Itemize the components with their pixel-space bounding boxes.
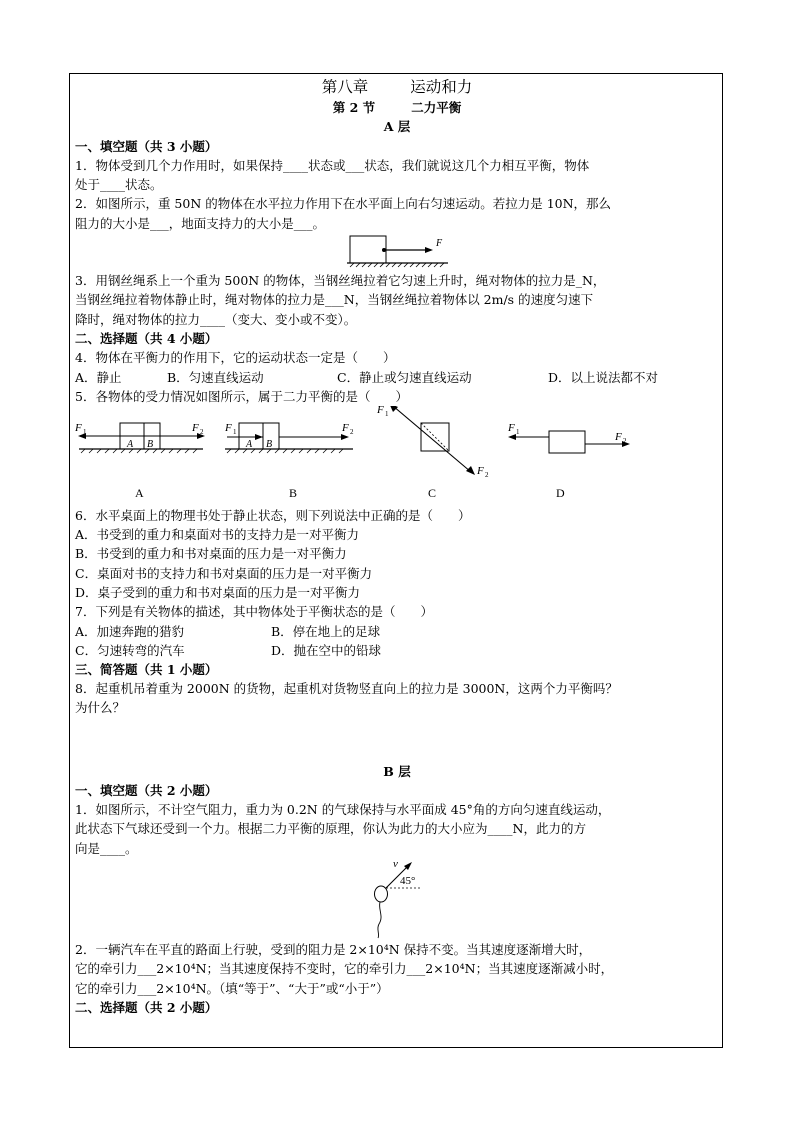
force-arrow-head bbox=[425, 247, 433, 253]
question-a6: 6．水平桌面上的物理书处于静止状态，则下列说法中正确的是（ ） bbox=[75, 507, 471, 523]
option-a7-a: A．加速奔跑的猎豹 bbox=[75, 623, 185, 639]
question-a5: 5．各物体的受力情况如图所示，属于二力平衡的是（ ） bbox=[75, 388, 408, 404]
label-f1-b: F bbox=[225, 421, 232, 434]
block-label-a-b: B bbox=[147, 438, 154, 450]
block-label-a-a: A bbox=[127, 438, 134, 450]
balloon-string bbox=[378, 902, 381, 938]
question-b2-line1: 2．一辆汽车在平直的路面上行驶，受到的阻力是 2×10⁴N 保持不变。当其速度逐渐增大时， bbox=[75, 942, 592, 958]
caption-b: B bbox=[289, 485, 298, 500]
pull-block-diagram bbox=[75, 233, 719, 271]
question-a3-line2: 当钢丝绳拉着物体静止时，绳对物体的拉力是___N，当钢丝绳拉着物体以 2m/s 的速度匀速下 bbox=[75, 292, 594, 308]
svg-text:2: 2 bbox=[623, 436, 627, 445]
balloon-shape bbox=[375, 886, 388, 902]
svg-text:1: 1 bbox=[385, 409, 389, 418]
question-a7: 7．下列是有关物体的描述，其中物体处于平衡状态的是（ ） bbox=[75, 604, 433, 620]
figure-pull-block bbox=[75, 233, 719, 271]
answer-space bbox=[75, 718, 719, 762]
section-a3-heading: 三、简答题（共 1 小题） bbox=[75, 661, 218, 677]
force-origin-dot bbox=[382, 248, 386, 252]
option-a7-d: D．抛在空中的铅球 bbox=[271, 642, 382, 658]
angle-label: 45° bbox=[400, 875, 416, 888]
figure-balloon bbox=[75, 858, 719, 940]
section-b2-heading: 二、选择题（共 2 小题） bbox=[75, 999, 218, 1015]
label-f2-d: F bbox=[615, 430, 622, 443]
section-heading bbox=[75, 98, 719, 117]
block-rect bbox=[350, 236, 386, 263]
svg-text:2: 2 bbox=[485, 470, 489, 479]
question-a2-line1: 2．如图所示，重 50N 的物体在水平拉力作用下在水平面上向右匀速运动。若拉力是 10N，那么 bbox=[75, 196, 612, 212]
section-title: 二力平衡 bbox=[411, 100, 462, 115]
diagram-c bbox=[376, 406, 489, 500]
option-a6-b: B．书受到的重力和书对桌面的压力是一对平衡力 bbox=[75, 546, 347, 562]
chapter-number: 第八章 bbox=[321, 78, 369, 96]
option-a4-b: B．匀速直线运动 bbox=[167, 369, 264, 385]
question-a2-line2: 阻力的大小是___，地面支持力的大小是___。 bbox=[75, 215, 326, 231]
question-a3-line1: 3．用钢丝绳系上一个重为 500N 的物体，当钢丝绳拉着它匀速上升时，绳对物体的拉力是_N， bbox=[75, 273, 606, 289]
question-a7-options-row2 bbox=[75, 641, 719, 660]
diagram-a bbox=[75, 422, 205, 500]
section-a1-heading: 一、填空题（共 3 小题） bbox=[75, 138, 218, 154]
option-a7-c: C．匀速转弯的汽车 bbox=[75, 642, 185, 658]
level-a-heading: A 层 bbox=[383, 119, 411, 135]
option-a7-b: B．停在地上的足球 bbox=[271, 623, 381, 639]
ground-hatching bbox=[350, 263, 444, 267]
question-b1-line3: 向是____。 bbox=[75, 840, 138, 856]
section-number: 第 2 节 bbox=[332, 100, 376, 115]
option-a6-c: C．桌面对书的支持力和书对桌面的压力是一对平衡力 bbox=[75, 565, 373, 581]
svg-text:1: 1 bbox=[83, 427, 87, 436]
option-a4-c: C．静止或匀速直线运动 bbox=[337, 369, 472, 385]
option-a4-a: A．静止 bbox=[75, 369, 122, 385]
question-b2-line2: 它的牵引力___2×10⁴N；当其速度保持不变时，它的牵引力___2×10⁴N；当其速度逐渐减小时， bbox=[75, 961, 614, 977]
question-a1-line2: 处于____状态。 bbox=[75, 177, 163, 193]
question-a8-line1: 8．起重机吊着重为 2000N 的货物，起重机对货物竖直向上的拉力是 3000N，这两个力平衡吗？ bbox=[75, 680, 618, 696]
label-f2-a: F bbox=[192, 421, 199, 434]
worksheet bbox=[75, 76, 719, 1017]
caption-a: A bbox=[135, 485, 144, 500]
svg-text:2: 2 bbox=[200, 427, 204, 436]
block-label-b-b: B bbox=[266, 438, 273, 450]
level-b-heading: B 层 bbox=[383, 763, 411, 779]
caption-d: D bbox=[556, 485, 565, 500]
block-d bbox=[549, 431, 585, 453]
question-a3-line3: 降时，绳对物体的拉力____（变大、变小或不变）。 bbox=[75, 311, 357, 327]
arrow-c-line bbox=[393, 406, 471, 472]
question-b2-line3: 它的牵引力___2×10⁴N。（填“等于”、“大于”或“小于”） bbox=[75, 980, 389, 996]
section-a2-heading: 二、选择题（共 4 小题） bbox=[75, 330, 218, 346]
svg-text:1: 1 bbox=[233, 427, 237, 436]
figure-force-diagrams bbox=[75, 406, 719, 506]
force-label: F bbox=[436, 238, 443, 250]
question-a4-options bbox=[75, 368, 719, 387]
question-a8-line2: 为什么？ bbox=[75, 700, 126, 716]
block-label-b-a: A bbox=[246, 438, 253, 450]
label-f2-c: F bbox=[477, 464, 484, 477]
label-f1-d: F bbox=[508, 421, 515, 434]
force-diagrams bbox=[75, 406, 719, 506]
question-a7-options-row1 bbox=[75, 622, 719, 641]
balloon-diagram bbox=[75, 858, 719, 940]
chapter-heading bbox=[75, 76, 719, 98]
chapter-title: 运动和力 bbox=[410, 78, 473, 96]
diagram-b bbox=[224, 422, 354, 500]
diagram-d bbox=[507, 422, 630, 500]
velocity-label: v bbox=[393, 858, 398, 871]
label-f2-b: F bbox=[342, 421, 349, 434]
question-a4: 4．物体在平衡力的作用下，它的运动状态一定是（ ） bbox=[75, 350, 396, 366]
label-f1-a: F bbox=[75, 421, 82, 434]
question-b1-line2: 此状态下气球还受到一个力。根据二力平衡的原理，你认为此力的大小应为____N，此力的方 bbox=[75, 821, 586, 837]
caption-c: C bbox=[428, 485, 437, 500]
svg-text:1: 1 bbox=[516, 427, 520, 436]
svg-text:2: 2 bbox=[350, 427, 354, 436]
option-a4-d: D．以上说法都不对 bbox=[548, 369, 659, 385]
option-a6-d: D．桌子受到的重力和书对桌面的压力是一对平衡力 bbox=[75, 585, 361, 601]
section-b1-heading: 一、填空题（共 2 小题） bbox=[75, 782, 218, 798]
option-a6-a: A．书受到的重力和桌面对书的支持力是一对平衡力 bbox=[75, 527, 360, 543]
question-b1-line1: 1．如图所示，不计空气阻力，重力为 0.2N 的气球保持与水平面成 45°角的方向匀速直线运动， bbox=[75, 802, 611, 818]
label-f1-c: F bbox=[377, 405, 384, 416]
question-a1-line1: 1．物体受到几个力作用时，如果保持____状态或___状态，我们就说这几个力相互平衡，物体 bbox=[75, 157, 590, 173]
